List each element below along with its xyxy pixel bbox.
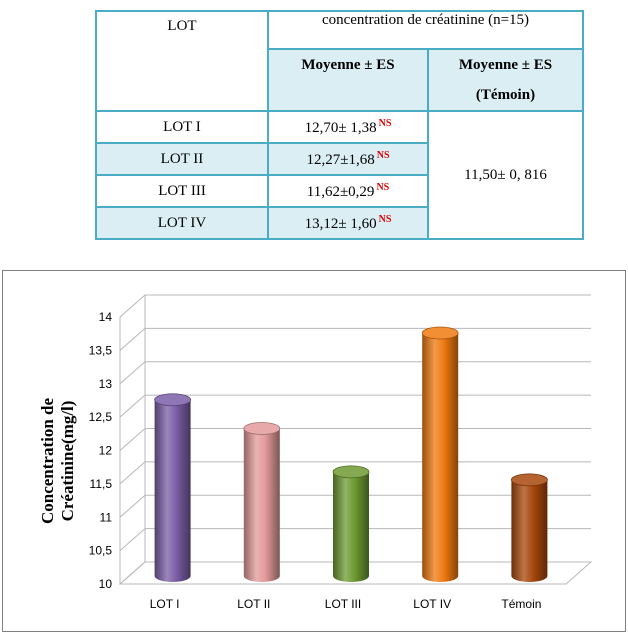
x-tick-label: LOT I (149, 597, 180, 611)
results-table (95, 10, 584, 240)
lot-value-cell (268, 143, 428, 175)
lot-name: LOT I (163, 118, 201, 135)
y-tick-label: 14 (98, 310, 112, 324)
chart-frame (2, 270, 626, 632)
y-tick-label: 11,5 (89, 476, 112, 491)
ns-mark: NS (376, 149, 390, 161)
y-tick-label: 13,5 (88, 343, 112, 358)
bar-top (244, 422, 280, 434)
lot-value-cell (268, 111, 428, 143)
control-header-line2: (Témoin) (475, 87, 536, 103)
y-tick-label: 10 (98, 577, 112, 591)
control-header-line1: Moyenne ± ES (458, 57, 553, 73)
y-tick-label: 13 (98, 376, 112, 391)
lot-name-cell (96, 207, 268, 239)
ns-mark: NS (376, 181, 390, 193)
gridline (120, 328, 591, 350)
lot-name-cell (96, 175, 268, 207)
mean-header: Moyenne ± ES (301, 57, 395, 73)
gridline (120, 295, 591, 317)
y-axis-label-line2: Créatinine(mg/l) (58, 400, 77, 522)
bar (422, 333, 458, 582)
lot-header: LOT (167, 18, 197, 34)
x-tick-label: Témoin (501, 597, 542, 611)
lot-header-cell (96, 11, 268, 111)
bar (511, 480, 547, 582)
lot-value: 11,62±0,29 (306, 183, 375, 200)
gridline (120, 429, 591, 451)
y-tick-label: 12 (98, 443, 112, 458)
y-tick-label: 11 (99, 510, 112, 525)
gridline (120, 395, 591, 417)
control-header-cell (428, 49, 583, 111)
lot-value-cell (268, 207, 428, 239)
bar (244, 428, 280, 582)
lot-value: 13,12± 1,60 (304, 215, 377, 232)
ns-mark: NS (378, 213, 392, 225)
lot-name: LOT II (160, 150, 204, 167)
bar (333, 472, 369, 582)
lot-name: LOT IV (157, 214, 207, 231)
lot-name-cell (96, 111, 268, 143)
results-table-container (95, 10, 582, 244)
lot-name-cell (96, 143, 268, 175)
lot-name: LOT III (158, 182, 206, 199)
x-tick-label: LOT III (324, 597, 362, 611)
ns-mark: NS (378, 117, 392, 129)
y-tick-label: 12,5 (88, 410, 112, 425)
y-axis-label (38, 398, 77, 525)
gridline (120, 362, 591, 384)
lot-value-cell (268, 175, 428, 207)
bar (155, 400, 191, 582)
bar-top (333, 466, 369, 478)
concentration-header: concentration de créatinine (n=15) (321, 12, 530, 28)
concentration-header-cell (268, 11, 583, 49)
bar-top (422, 327, 458, 339)
bar-top (511, 474, 547, 486)
control-value: 11,50± 0, 816 (464, 166, 547, 183)
mean-header-cell (268, 49, 428, 111)
bar-top (155, 394, 191, 406)
y-tick-label: 10,5 (88, 543, 112, 558)
lot-value: 12,70± 1,38 (304, 119, 377, 136)
y-axis-label-line1: Concentration de (38, 397, 57, 525)
x-tick-label: LOT IV (413, 597, 452, 611)
lot-value: 12,27±1,68 (306, 151, 375, 168)
control-value-cell (428, 111, 583, 239)
bar-chart (3, 271, 625, 631)
x-tick-label: LOT II (237, 597, 271, 611)
